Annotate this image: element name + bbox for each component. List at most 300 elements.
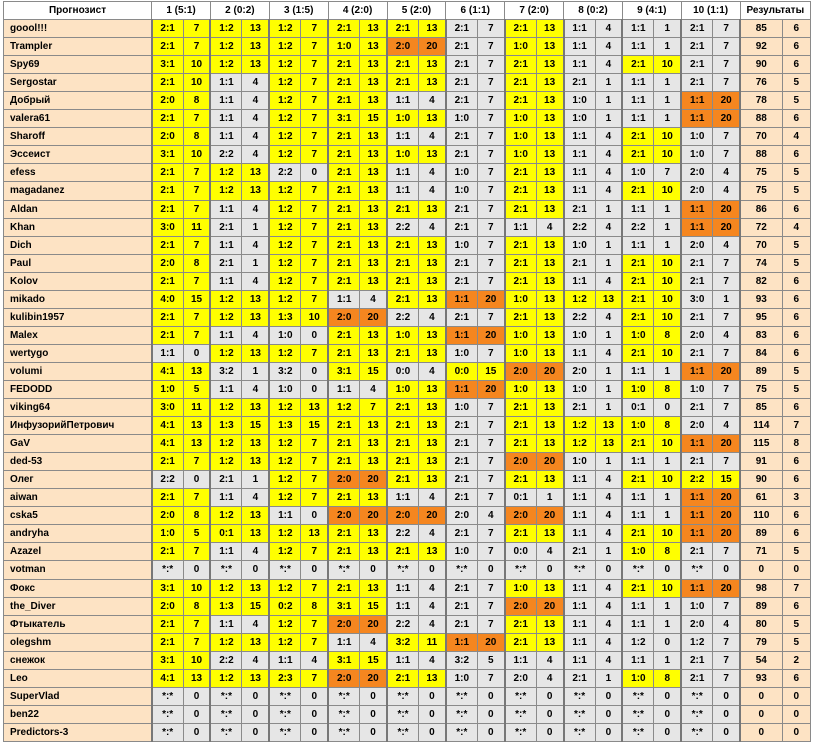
- prediction-points: 13: [536, 525, 563, 543]
- prediction-score: 2:1: [152, 633, 184, 651]
- prediction-score: *:*: [446, 561, 478, 579]
- prediction-score: 1:0: [681, 597, 713, 615]
- prediction-score: 1:0: [681, 146, 713, 164]
- prediction-points: 1: [654, 651, 681, 669]
- correct-count: 5: [782, 633, 810, 651]
- prediction-score: 1:1: [564, 20, 596, 38]
- prediction-points: 0: [477, 723, 504, 741]
- table-row: [4, 651, 811, 669]
- prediction-score: 1:1: [622, 200, 654, 218]
- prediction-score: 3:0: [152, 399, 184, 417]
- prediction-points: 4: [713, 164, 740, 182]
- prediction-score: 1:1: [564, 489, 596, 507]
- prediction-score: *:*: [152, 705, 184, 723]
- prediction-points: 0: [183, 344, 210, 362]
- prediction-score: 1:1: [210, 74, 242, 92]
- correct-count: 6: [782, 525, 810, 543]
- prediction-points: 20: [713, 507, 740, 525]
- prediction-points: 8: [183, 507, 210, 525]
- predictor-name: efess: [4, 164, 152, 182]
- correct-count: 6: [782, 453, 810, 471]
- total-points: 0: [740, 723, 782, 741]
- predictor-name: ben22: [4, 705, 152, 723]
- prediction-score: 1:0: [505, 326, 537, 344]
- correct-count: 0: [782, 723, 810, 741]
- prediction-score: 2:0: [152, 254, 184, 272]
- prediction-points: 13: [536, 471, 563, 489]
- prediction-points: 0: [419, 561, 446, 579]
- prediction-score: 0:0: [446, 362, 478, 380]
- correct-count: 6: [782, 56, 810, 74]
- correct-count: 6: [782, 471, 810, 489]
- prediction-points: 0: [477, 561, 504, 579]
- prediction-score: *:*: [622, 723, 654, 741]
- prediction-score: 2:1: [681, 399, 713, 417]
- prediction-score: 2:1: [446, 254, 478, 272]
- prediction-score: 2:1: [387, 272, 419, 290]
- prediction-points: 20: [713, 489, 740, 507]
- prediction-points: 13: [536, 110, 563, 128]
- prediction-points: 4: [242, 128, 269, 146]
- prediction-points: 1: [654, 453, 681, 471]
- prediction-score: 2:1: [622, 290, 654, 308]
- prediction-score: 2:1: [328, 92, 360, 110]
- prediction-points: 4: [242, 615, 269, 633]
- prediction-points: 7: [301, 272, 328, 290]
- prediction-points: 15: [183, 290, 210, 308]
- prediction-points: 13: [360, 543, 387, 561]
- prediction-points: 5: [183, 380, 210, 398]
- prediction-points: 7: [713, 56, 740, 74]
- prediction-score: *:*: [269, 561, 301, 579]
- prediction-score: 1:0: [505, 344, 537, 362]
- prediction-score: 1:2: [269, 272, 301, 290]
- correct-count: 6: [782, 290, 810, 308]
- prediction-score: 2:1: [622, 435, 654, 453]
- prediction-points: 7: [477, 236, 504, 254]
- prediction-points: 7: [301, 615, 328, 633]
- prediction-score: 1:1: [622, 651, 654, 669]
- prediction-points: 4: [242, 200, 269, 218]
- prediction-points: 0: [183, 705, 210, 723]
- prediction-points: 0: [536, 705, 563, 723]
- prediction-points: 0: [301, 164, 328, 182]
- prediction-points: 0: [301, 326, 328, 344]
- prediction-points: 13: [419, 236, 446, 254]
- prediction-score: 2:1: [328, 435, 360, 453]
- prediction-score: 1:0: [505, 579, 537, 597]
- prediction-points: 13: [183, 362, 210, 380]
- prediction-score: 2:1: [681, 453, 713, 471]
- prediction-score: 1:1: [446, 290, 478, 308]
- prediction-score: 1:1: [505, 651, 537, 669]
- prediction-points: 20: [360, 615, 387, 633]
- prediction-points: 1: [654, 362, 681, 380]
- total-points: 88: [740, 146, 782, 164]
- prediction-points: 7: [477, 615, 504, 633]
- prediction-points: 13: [242, 344, 269, 362]
- prediction-score: 1:1: [681, 579, 713, 597]
- prediction-score: 1:0: [505, 110, 537, 128]
- total-points: 70: [740, 236, 782, 254]
- prediction-score: 1:0: [446, 164, 478, 182]
- prediction-points: 0: [301, 380, 328, 398]
- prediction-score: 3:1: [328, 362, 360, 380]
- prediction-score: 2:1: [446, 38, 478, 56]
- prediction-points: 13: [360, 579, 387, 597]
- table-row: [4, 74, 811, 92]
- prediction-points: 4: [477, 507, 504, 525]
- prediction-points: 20: [713, 579, 740, 597]
- prediction-points: 7: [183, 200, 210, 218]
- prediction-points: 7: [654, 164, 681, 182]
- prediction-points: 1: [536, 489, 563, 507]
- prediction-points: 13: [242, 308, 269, 326]
- prediction-points: 15: [301, 417, 328, 435]
- prediction-score: 1:2: [210, 20, 242, 38]
- prediction-points: 8: [654, 326, 681, 344]
- prediction-score: 2:1: [328, 74, 360, 92]
- prediction-points: 4: [242, 543, 269, 561]
- predictor-name: Олег: [4, 471, 152, 489]
- prediction-score: 2:1: [152, 308, 184, 326]
- prediction-points: 10: [183, 146, 210, 164]
- prediction-score: 2:1: [564, 399, 596, 417]
- prediction-score: 1:2: [269, 38, 301, 56]
- prediction-score: 4:1: [152, 362, 184, 380]
- prediction-points: 13: [242, 633, 269, 651]
- prediction-points: 0: [183, 471, 210, 489]
- prediction-score: 3:1: [152, 579, 184, 597]
- prediction-score: *:*: [152, 687, 184, 705]
- total-points: 75: [740, 164, 782, 182]
- prediction-score: 2:1: [681, 308, 713, 326]
- prediction-points: 7: [183, 543, 210, 561]
- prediction-score: 1:0: [446, 182, 478, 200]
- table-row: [4, 128, 811, 146]
- predictor-name: снежок: [4, 651, 152, 669]
- prediction-score: 1:1: [210, 236, 242, 254]
- prediction-points: 0: [595, 705, 622, 723]
- predictor-name: Эссеист: [4, 146, 152, 164]
- prediction-score: 2:1: [152, 272, 184, 290]
- prediction-score: 1:1: [152, 344, 184, 362]
- prediction-score: 1:0: [564, 326, 596, 344]
- prediction-points: 0: [654, 399, 681, 417]
- prediction-score: 3:2: [387, 633, 419, 651]
- prediction-points: 13: [419, 435, 446, 453]
- prediction-points: 0: [536, 561, 563, 579]
- prediction-score: 2:1: [328, 344, 360, 362]
- prediction-score: 2:1: [446, 272, 478, 290]
- prediction-score: 2:1: [622, 308, 654, 326]
- prediction-points: 7: [183, 164, 210, 182]
- prediction-score: 3:1: [152, 56, 184, 74]
- prediction-points: 7: [477, 579, 504, 597]
- predictor-name: andryha: [4, 525, 152, 543]
- predictor-name: the_Diver: [4, 597, 152, 615]
- prediction-points: 4: [595, 579, 622, 597]
- prediction-score: 1:0: [387, 326, 419, 344]
- prediction-score: 2:1: [681, 543, 713, 561]
- prediction-score: 1:0: [446, 669, 478, 687]
- prediction-points: 7: [713, 272, 740, 290]
- prediction-points: 1: [242, 218, 269, 236]
- total-points: 115: [740, 435, 782, 453]
- prediction-points: 20: [419, 38, 446, 56]
- prediction-score: 2:1: [446, 200, 478, 218]
- total-points: 88: [740, 110, 782, 128]
- prediction-score: 2:1: [387, 669, 419, 687]
- table-row: [4, 182, 811, 200]
- prediction-points: 0: [301, 705, 328, 723]
- prediction-points: 1: [595, 326, 622, 344]
- prediction-score: 1:0: [387, 146, 419, 164]
- prediction-score: 1:1: [387, 651, 419, 669]
- match-header-8: 8 (0:2): [564, 2, 623, 20]
- prediction-score: *:*: [446, 687, 478, 705]
- correct-count: 6: [782, 399, 810, 417]
- correct-count: 6: [782, 326, 810, 344]
- correct-count: 5: [782, 362, 810, 380]
- prediction-points: 7: [477, 146, 504, 164]
- prediction-score: *:*: [564, 687, 596, 705]
- prediction-score: 1:2: [269, 633, 301, 651]
- prediction-points: 0: [713, 723, 740, 741]
- predictor-name: Sergostar: [4, 74, 152, 92]
- predictor-name: FEDODD: [4, 380, 152, 398]
- prediction-points: 7: [301, 74, 328, 92]
- predictor-name: Spy69: [4, 56, 152, 74]
- prediction-points: 1: [595, 236, 622, 254]
- prediction-points: 1: [595, 92, 622, 110]
- prediction-points: 1: [242, 254, 269, 272]
- prediction-points: 0: [301, 561, 328, 579]
- prediction-score: 1:1: [622, 597, 654, 615]
- prediction-points: 7: [713, 453, 740, 471]
- prediction-score: 2:0: [328, 615, 360, 633]
- predictor-name: Kolov: [4, 272, 152, 290]
- prediction-score: 2:1: [387, 200, 419, 218]
- prediction-points: 13: [419, 399, 446, 417]
- table-row: [4, 92, 811, 110]
- prediction-points: 4: [713, 326, 740, 344]
- prediction-score: 3:1: [328, 651, 360, 669]
- prediction-score: 2:3: [269, 669, 301, 687]
- prediction-points: 13: [360, 254, 387, 272]
- prediction-score: 1:1: [681, 92, 713, 110]
- predictor-name: Azazel: [4, 543, 152, 561]
- prediction-score: 2:1: [328, 164, 360, 182]
- prediction-points: 7: [301, 182, 328, 200]
- table-row: [4, 399, 811, 417]
- prediction-points: 13: [536, 182, 563, 200]
- prediction-score: 1:1: [622, 489, 654, 507]
- prediction-score: 2:2: [387, 308, 419, 326]
- prediction-score: 0:0: [505, 543, 537, 561]
- match-header-5: 5 (2:0): [387, 2, 446, 20]
- prediction-score: 1:1: [564, 182, 596, 200]
- prediction-score: 2:1: [152, 20, 184, 38]
- prediction-points: 13: [536, 633, 563, 651]
- prediction-points: 1: [654, 74, 681, 92]
- prediction-points: 13: [242, 290, 269, 308]
- prediction-score: 2:0: [564, 362, 596, 380]
- total-points: 78: [740, 92, 782, 110]
- prediction-points: 13: [360, 272, 387, 290]
- table-row: [4, 308, 811, 326]
- prediction-points: 1: [242, 471, 269, 489]
- prediction-score: 1:2: [269, 74, 301, 92]
- prediction-score: 2:1: [446, 471, 478, 489]
- prediction-score: 1:1: [210, 272, 242, 290]
- prediction-points: 13: [419, 326, 446, 344]
- prediction-score: 1:2: [210, 669, 242, 687]
- prediction-points: 7: [360, 399, 387, 417]
- prediction-score: 1:3: [210, 597, 242, 615]
- prediction-score: 2:1: [446, 92, 478, 110]
- prediction-score: 1:2: [269, 200, 301, 218]
- prediction-points: 13: [536, 272, 563, 290]
- prediction-points: 7: [713, 308, 740, 326]
- prediction-points: 7: [713, 633, 740, 651]
- prediction-score: 2:2: [564, 308, 596, 326]
- prediction-points: 10: [183, 579, 210, 597]
- prediction-points: 4: [242, 651, 269, 669]
- prediction-score: 3:0: [152, 218, 184, 236]
- prediction-points: 1: [654, 236, 681, 254]
- prediction-points: 7: [477, 525, 504, 543]
- match-header-4: 4 (2:0): [328, 2, 387, 20]
- prediction-score: 1:1: [564, 344, 596, 362]
- prediction-points: 4: [595, 218, 622, 236]
- prediction-points: 1: [654, 110, 681, 128]
- prediction-points: 4: [595, 525, 622, 543]
- prediction-score: 2:1: [387, 435, 419, 453]
- table-row: [4, 272, 811, 290]
- prediction-points: 0: [654, 723, 681, 741]
- prediction-score: 2:0: [446, 507, 478, 525]
- total-points: 98: [740, 579, 782, 597]
- prediction-score: 1:0: [622, 543, 654, 561]
- prediction-score: 2:1: [681, 651, 713, 669]
- prediction-score: 2:0: [505, 453, 537, 471]
- total-points: 86: [740, 200, 782, 218]
- prediction-points: 13: [183, 669, 210, 687]
- prediction-score: 4:1: [152, 435, 184, 453]
- prediction-score: *:*: [387, 561, 419, 579]
- prediction-points: 4: [419, 362, 446, 380]
- prediction-points: 4: [595, 651, 622, 669]
- prediction-score: 2:1: [328, 326, 360, 344]
- prediction-score: 2:1: [505, 20, 537, 38]
- prediction-score: 2:2: [210, 146, 242, 164]
- table-row: [4, 218, 811, 236]
- prediction-score: *:*: [269, 723, 301, 741]
- prediction-score: 1:2: [210, 182, 242, 200]
- table-row: [4, 579, 811, 597]
- prediction-points: 13: [360, 164, 387, 182]
- prediction-points: 13: [360, 200, 387, 218]
- prediction-score: 1:1: [681, 362, 713, 380]
- prediction-points: 13: [595, 435, 622, 453]
- total-points: 90: [740, 56, 782, 74]
- table-row: [4, 597, 811, 615]
- prediction-score: 2:1: [387, 74, 419, 92]
- prediction-score: 2:1: [152, 326, 184, 344]
- prediction-points: 1: [242, 362, 269, 380]
- correct-count: 6: [782, 669, 810, 687]
- prediction-score: 2:1: [446, 597, 478, 615]
- prediction-score: 1:1: [681, 489, 713, 507]
- correct-count: 7: [782, 417, 810, 435]
- predictor-name: GaV: [4, 435, 152, 453]
- total-points: 74: [740, 254, 782, 272]
- prediction-score: 2:1: [622, 128, 654, 146]
- prediction-points: 4: [419, 597, 446, 615]
- prediction-points: 10: [654, 128, 681, 146]
- prediction-points: 7: [477, 74, 504, 92]
- prediction-score: 1:2: [269, 218, 301, 236]
- prediction-points: 4: [242, 74, 269, 92]
- prediction-score: 1:1: [269, 507, 301, 525]
- prediction-score: 2:1: [622, 525, 654, 543]
- prediction-score: 3:2: [269, 362, 301, 380]
- prediction-points: 0: [183, 723, 210, 741]
- prediction-points: 4: [419, 489, 446, 507]
- prediction-points: 7: [477, 471, 504, 489]
- prediction-points: 15: [360, 651, 387, 669]
- prediction-score: 2:1: [328, 489, 360, 507]
- prediction-score: 1:0: [328, 38, 360, 56]
- prediction-score: 1:1: [622, 615, 654, 633]
- predictor-name: Leo: [4, 669, 152, 687]
- prediction-score: 2:0: [681, 326, 713, 344]
- prediction-score: *:*: [505, 687, 537, 705]
- prediction-score: 1:0: [564, 380, 596, 398]
- correct-count: 3: [782, 489, 810, 507]
- correct-count: 2: [782, 651, 810, 669]
- prediction-score: 1:2: [269, 110, 301, 128]
- prediction-points: 0: [360, 705, 387, 723]
- prediction-score: 1:1: [564, 471, 596, 489]
- prediction-score: 1:2: [210, 290, 242, 308]
- predictor-name: mikado: [4, 290, 152, 308]
- prediction-points: 4: [360, 380, 387, 398]
- prediction-score: *:*: [564, 705, 596, 723]
- prediction-points: 0: [183, 561, 210, 579]
- prediction-points: 13: [242, 182, 269, 200]
- prediction-points: 4: [301, 651, 328, 669]
- prediction-points: 5: [183, 525, 210, 543]
- prediction-points: 0: [536, 687, 563, 705]
- prediction-points: 11: [183, 399, 210, 417]
- prediction-points: 13: [536, 615, 563, 633]
- prediction-points: 13: [536, 254, 563, 272]
- prediction-points: 0: [595, 687, 622, 705]
- prediction-score: 1:1: [622, 92, 654, 110]
- correct-count: 6: [782, 272, 810, 290]
- prediction-score: 2:0: [152, 597, 184, 615]
- prediction-points: 10: [654, 272, 681, 290]
- prediction-points: 4: [419, 525, 446, 543]
- prediction-points: 4: [595, 272, 622, 290]
- prediction-points: 7: [713, 651, 740, 669]
- prediction-score: 2:0: [328, 507, 360, 525]
- prediction-points: 1: [654, 489, 681, 507]
- total-points: 89: [740, 597, 782, 615]
- correct-count: 6: [782, 110, 810, 128]
